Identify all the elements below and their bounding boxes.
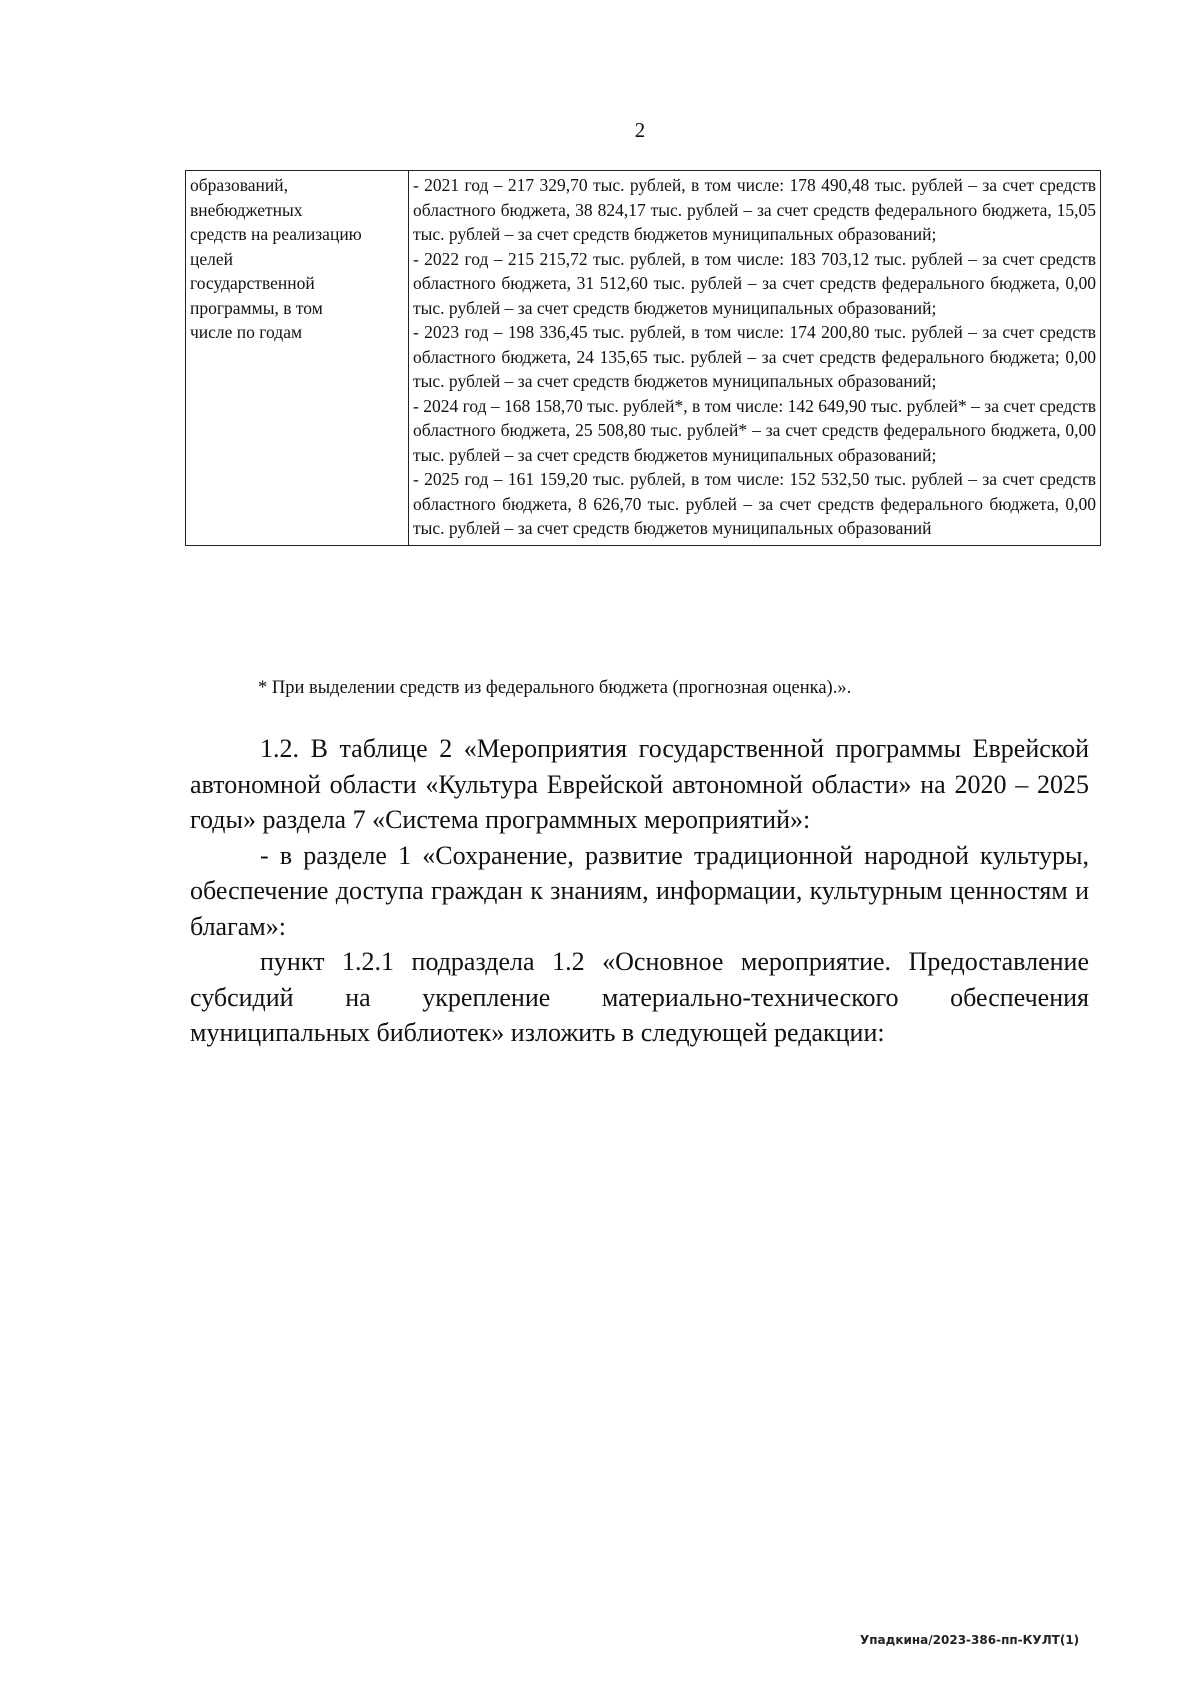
paragraph: 1.2. В таблице 2 «Мероприятия государственной программы Еврейской автономной области «Культура Еврейской автономной области» на 2020 – 2025 годы» раздела 7 «Система программных мероприятий»:	[190, 734, 1089, 834]
paragraph: - в разделе 1 «Сохранение, развитие традиционной народной культуры, обеспечение доступа граждан к знаниям, информации, культурным ценностям и благам»:	[190, 840, 1089, 941]
value-cell	[409, 171, 1101, 546]
label-line: целей	[190, 248, 233, 269]
label-line: числе по годам	[190, 322, 303, 342]
document-code: Упадкина/2023-386-пп-КУЛТ(1)	[860, 1633, 1080, 1647]
label-cell	[186, 171, 409, 546]
table-row	[186, 171, 1101, 546]
budget-table	[185, 170, 1101, 546]
year-entry-2021: - 2021 год – 217 329,70 тыс. рублей, в том числе: 178 490,48 тыс. рублей – за счет средств областного бюджета, 38 824,17 тыс. рублей – за счет средств федерального бюджета, 15,05 тыс. рублей – за счет средств бюджетов муниципальных образований;	[413, 175, 1096, 244]
page-number: 2	[634, 118, 646, 142]
label-line: средств на реализацию	[190, 224, 362, 244]
year-entry-2023: - 2023 год – 198 336,45 тыс. рублей, в том числе: 174 200,80 тыс. рублей – за счет средств областного бюджета, 24 135,65 тыс. рублей – за счет средств федерального бюджета; 0,00 тыс. рублей – за счет средств бюджетов муниципальных образований;	[413, 322, 1096, 391]
paragraph: пункт 1.2.1 подраздела 1.2 «Основное мероприятие. Предоставление субсидий на укрепление материально-технического обеспечения муниципальных библиотек» изложить в следующей редакции:	[190, 947, 1089, 1047]
label-line: образований,	[190, 175, 289, 195]
year-entry-2022: - 2022 год – 215 215,72 тыс. рублей, в том числе: 183 703,12 тыс. рублей – за счет средств областного бюджета, 31 512,60 тыс. рублей – за счет средств федерального бюджета, 0,00 тыс. рублей – за счет средств бюджетов муниципальных образований;	[413, 248, 1096, 318]
year-entry-2024: - 2024 год – 168 158,70 тыс. рублей*, в том числе: 142 649,90 тыс. рублей* – за счет средств областного бюджета, 25 508,80 тыс. рублей* – за счет средств федерального бюджета, 0,00 тыс. рублей – за счет средств бюджетов муниципальных образований;	[413, 395, 1096, 465]
footnote: * При выделении средств из федерального бюджета (прогнозная оценка).».	[258, 678, 852, 698]
body-text	[190, 731, 1089, 1051]
label-line: внебюджетных	[190, 199, 303, 220]
label-line: государственной	[190, 273, 315, 293]
label-line: программы, в том	[190, 297, 323, 318]
year-entry-2025: - 2025 год – 161 159,20 тыс. рублей, в том числе: 152 532,50 тыс. рублей – за счет средств областного бюджета, 8 626,70 тыс. рублей – за счет средств федерального бюджета, 0,00 тыс. рублей – за счет средств бюджетов муниципальных образований	[413, 469, 1096, 538]
